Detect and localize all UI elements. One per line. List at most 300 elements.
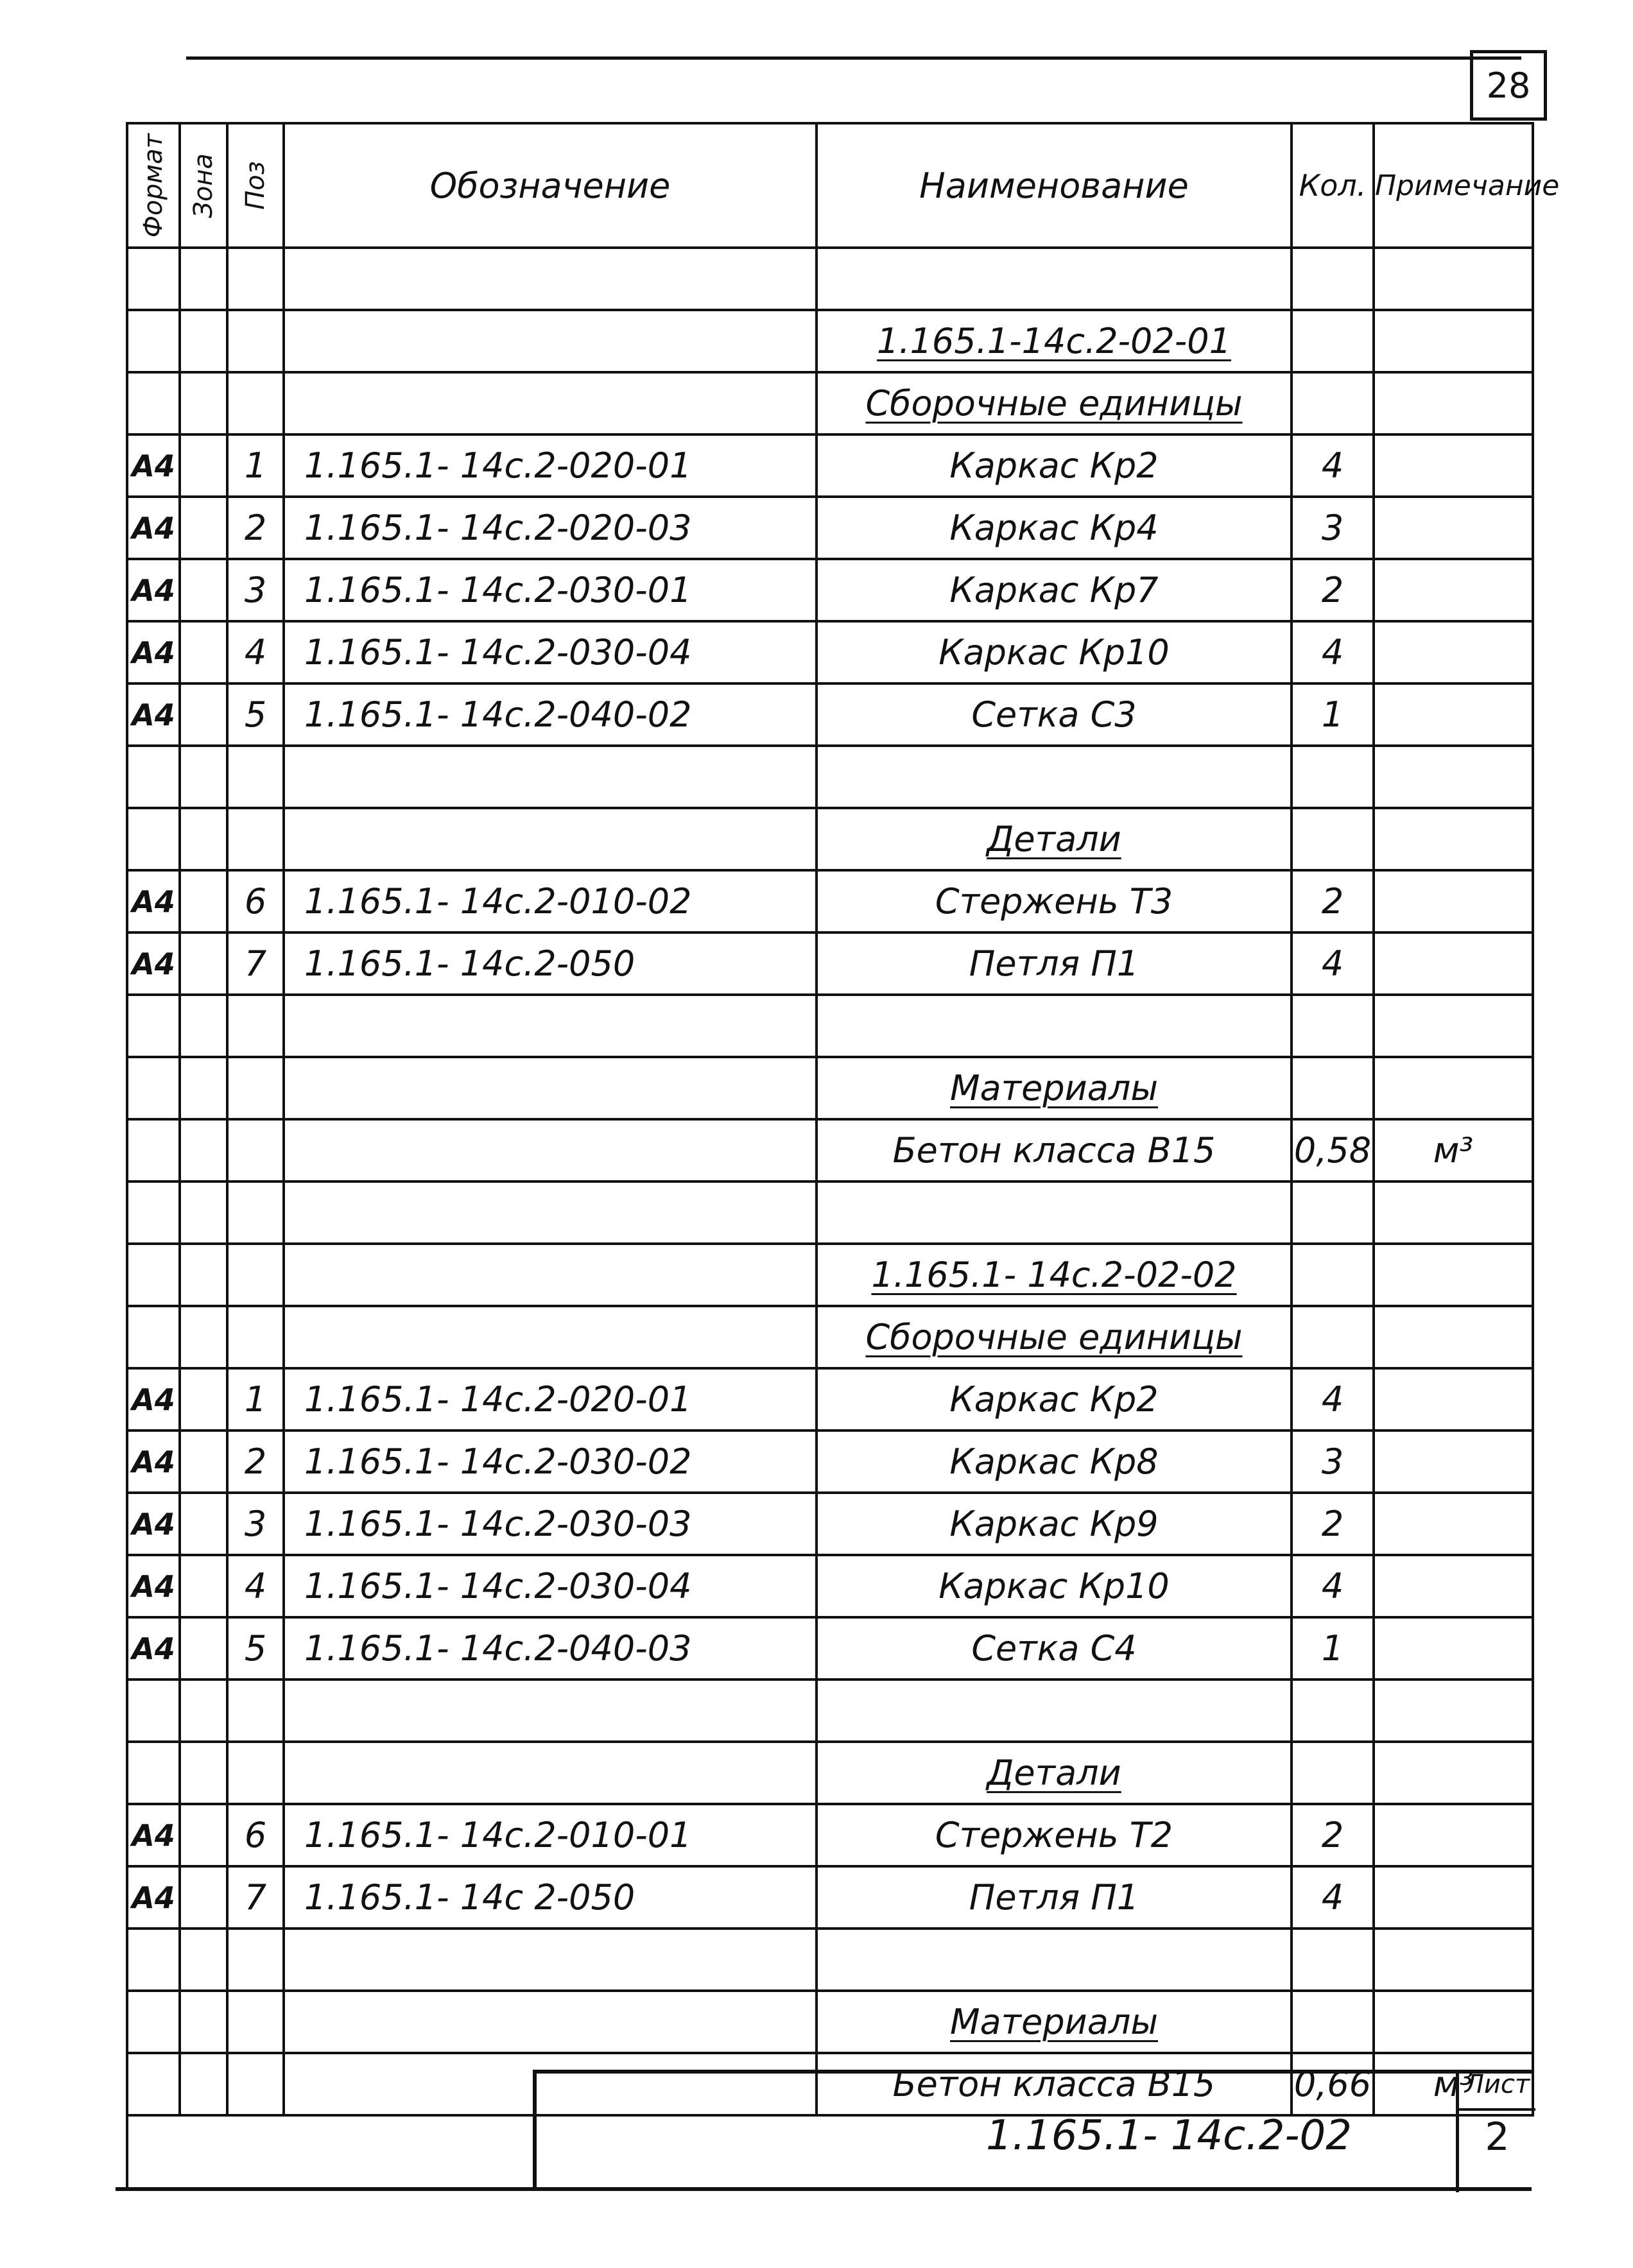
cell-note — [1374, 1368, 1533, 1430]
cell-zone — [180, 372, 227, 434]
cell-designation — [284, 1306, 816, 1368]
cell-position-text: 5 — [244, 1628, 267, 1669]
cell-position — [227, 1493, 284, 1555]
cell-position — [227, 1617, 284, 1680]
cell-note — [1374, 1991, 1533, 2053]
cell-position-text: 1 — [244, 445, 267, 486]
cell-name — [816, 310, 1292, 372]
cell-format-text: А4 — [132, 1568, 175, 1604]
cell-zone — [180, 310, 227, 372]
table-row — [127, 1119, 1533, 1181]
cell-position — [227, 1181, 284, 1244]
cell-quantity-text: 1 — [1321, 694, 1344, 735]
cell-format — [127, 2053, 180, 2115]
cell-zone — [180, 1306, 227, 1368]
cell-name-text: Каркас Кр2 — [949, 1379, 1159, 1420]
header-note: Примечание — [1374, 123, 1533, 248]
cell-position-text: 6 — [244, 881, 267, 922]
cell-name — [816, 1804, 1292, 1866]
cell-quantity — [1292, 995, 1374, 1057]
header-name: Наименование — [816, 123, 1292, 248]
cell-note-text: м³ — [1433, 1130, 1474, 1171]
cell-format-text: А4 — [132, 884, 175, 919]
table-row — [127, 621, 1533, 683]
cell-quantity — [1292, 746, 1374, 808]
header-row — [127, 123, 1533, 248]
cell-designation-text: 1.165.1- 14с.2-030-04 — [304, 1566, 692, 1606]
cell-quantity-text: 2 — [1321, 570, 1344, 610]
cell-position — [227, 1804, 284, 1866]
cell-name-text: Петля П1 — [969, 943, 1139, 984]
cell-zone — [180, 434, 227, 497]
cell-format — [127, 932, 180, 995]
cell-quantity — [1292, 1991, 1374, 2053]
cell-designation-text: 1.165.1- 14с.2-030-03 — [304, 1504, 692, 1544]
cell-designation — [284, 870, 816, 932]
cell-name-text: Каркас Кр4 — [949, 508, 1159, 548]
cell-note — [1374, 621, 1533, 683]
cell-format — [127, 1181, 180, 1244]
cell-quantity — [1292, 434, 1374, 497]
cell-zone — [180, 1368, 227, 1430]
cell-zone — [180, 808, 227, 870]
cell-designation — [284, 1057, 816, 1119]
table-row — [127, 1742, 1533, 1804]
cell-name-text: Сетка С4 — [971, 1628, 1137, 1669]
cell-quantity — [1292, 1680, 1374, 1742]
cell-name — [816, 372, 1292, 434]
document-code: 1.165.1- 14с.2-02 — [986, 2112, 1352, 2160]
header-zone: Зона — [180, 123, 227, 248]
cell-designation — [284, 372, 816, 434]
cell-quantity-text: 1 — [1321, 1628, 1344, 1669]
cell-note — [1374, 497, 1533, 559]
cell-zone — [180, 559, 227, 621]
cell-format — [127, 1493, 180, 1555]
cell-designation — [284, 932, 816, 995]
cell-quantity — [1292, 808, 1374, 870]
cell-name-text: Каркас Кр10 — [938, 1566, 1170, 1606]
cell-designation-text: 1.165.1- 14с.2-010-02 — [304, 881, 692, 922]
cell-position — [227, 248, 284, 310]
cell-position — [227, 310, 284, 372]
specification-table — [126, 122, 1560, 2117]
cell-name — [816, 1306, 1292, 1368]
cell-name — [816, 1057, 1292, 1119]
cell-format — [127, 1866, 180, 1929]
cell-position — [227, 1866, 284, 1929]
specification-body — [127, 248, 1533, 2115]
table-row — [127, 1181, 1533, 1244]
cell-zone — [180, 1742, 227, 1804]
cell-designation — [284, 248, 816, 310]
cell-name — [816, 621, 1292, 683]
cell-note — [1374, 683, 1533, 746]
cell-quantity — [1292, 1181, 1374, 1244]
cell-format-text: А4 — [132, 1880, 175, 1915]
table-row — [127, 1804, 1533, 1866]
table-row — [127, 1430, 1533, 1493]
cell-quantity-text: 3 — [1321, 1441, 1344, 1482]
cell-name-text: Сборочные единицы — [865, 383, 1243, 424]
cell-quantity-text: 4 — [1321, 632, 1344, 673]
cell-note-text: м³ — [1433, 2064, 1474, 2104]
cell-zone — [180, 248, 227, 310]
cell-quantity — [1292, 1929, 1374, 1991]
cell-designation — [284, 683, 816, 746]
specification-sheet — [126, 122, 1560, 2188]
cell-name-text: Материалы — [950, 1068, 1158, 1108]
cell-quantity-text: 2 — [1321, 1815, 1344, 1855]
cell-designation — [284, 1119, 816, 1181]
cell-name — [816, 1555, 1292, 1617]
cell-name — [816, 1680, 1292, 1742]
cell-position — [227, 372, 284, 434]
cell-position-text: 5 — [244, 694, 267, 735]
cell-designation-text: 1.165.1- 14с.2-020-03 — [304, 508, 692, 548]
cell-zone — [180, 1244, 227, 1306]
cell-note — [1374, 1680, 1533, 1742]
cell-name-text: Петля П1 — [969, 1877, 1139, 1918]
cell-quantity — [1292, 1244, 1374, 1306]
cell-position — [227, 1430, 284, 1493]
cell-designation-text: 1.165.1- 14с.2-040-03 — [304, 1628, 692, 1669]
cell-zone — [180, 1680, 227, 1742]
cell-quantity-text: 4 — [1321, 1566, 1344, 1606]
cell-zone — [180, 621, 227, 683]
cell-zone — [180, 1866, 227, 1929]
cell-zone — [180, 1181, 227, 1244]
cell-format — [127, 310, 180, 372]
cell-position-text: 6 — [244, 1815, 267, 1855]
cell-name — [816, 1244, 1292, 1306]
cell-designation — [284, 1368, 816, 1430]
cell-note — [1374, 1430, 1533, 1493]
cell-position — [227, 497, 284, 559]
cell-name-text: Бетон класса В15 — [892, 2064, 1216, 2104]
cell-name-text: Детали — [987, 1753, 1121, 1793]
table-row — [127, 683, 1533, 746]
cell-format-text: А4 — [132, 572, 175, 608]
cell-zone — [180, 932, 227, 995]
cell-note — [1374, 1555, 1533, 1617]
cell-quantity — [1292, 1742, 1374, 1804]
cell-zone — [180, 1555, 227, 1617]
table-row — [127, 746, 1533, 808]
cell-zone — [180, 497, 227, 559]
cell-quantity — [1292, 372, 1374, 434]
cell-name — [816, 1991, 1292, 2053]
table-row — [127, 1493, 1533, 1555]
cell-name-text: Детали — [987, 819, 1121, 859]
cell-format-text: А4 — [132, 1382, 175, 1417]
cell-zone — [180, 1929, 227, 1991]
table-row — [127, 310, 1533, 372]
cell-zone — [180, 1119, 227, 1181]
cell-designation — [284, 1555, 816, 1617]
cell-position-text: 3 — [244, 570, 267, 610]
table-row — [127, 1555, 1533, 1617]
cell-name-text: Материалы — [950, 2002, 1158, 2042]
cell-format-text: А4 — [132, 510, 175, 546]
cell-format — [127, 1929, 180, 1991]
cell-zone — [180, 1493, 227, 1555]
cell-format-text: А4 — [132, 1506, 175, 1542]
cell-quantity — [1292, 1119, 1374, 1181]
cell-quantity — [1292, 683, 1374, 746]
cell-position — [227, 1119, 284, 1181]
cell-position — [227, 1680, 284, 1742]
cell-format-text: А4 — [132, 697, 175, 732]
cell-note — [1374, 808, 1533, 870]
cell-name-text: Каркас Кр9 — [949, 1504, 1159, 1544]
page-number-text: 28 — [1486, 65, 1531, 106]
cell-designation — [284, 434, 816, 497]
table-row — [127, 1617, 1533, 1680]
cell-format — [127, 1368, 180, 1430]
cell-name-text: Каркас Кр7 — [949, 570, 1159, 610]
cell-name — [816, 1617, 1292, 1680]
cell-designation — [284, 1991, 816, 2053]
table-row — [127, 1244, 1533, 1306]
cell-position — [227, 2053, 284, 2115]
cell-name-text: Стержень Т3 — [935, 881, 1173, 922]
cell-format — [127, 746, 180, 808]
cell-name — [816, 746, 1292, 808]
cell-position-text: 2 — [244, 508, 267, 548]
cell-format — [127, 1617, 180, 1680]
table-row — [127, 1680, 1533, 1742]
cell-note — [1374, 1866, 1533, 1929]
sheet-number: 2 — [1485, 2115, 1510, 2160]
cell-position — [227, 1991, 284, 2053]
cell-format-text: А4 — [132, 1817, 175, 1853]
cell-name — [816, 932, 1292, 995]
cell-name — [816, 1493, 1292, 1555]
cell-designation — [284, 1617, 816, 1680]
cell-designation — [284, 995, 816, 1057]
cell-quantity-text: 2 — [1321, 881, 1344, 922]
cell-note — [1374, 1244, 1533, 1306]
cell-name-text: Каркас Кр10 — [938, 632, 1170, 673]
cell-quantity-text: 0,58 — [1293, 1130, 1372, 1171]
cell-position — [227, 870, 284, 932]
cell-designation — [284, 746, 816, 808]
cell-designation — [284, 1181, 816, 1244]
table-row — [127, 932, 1533, 995]
cell-name-text: 1.165.1- 14с.2-02-02 — [871, 1255, 1237, 1295]
cell-format-text: А4 — [132, 1444, 175, 1479]
cell-designation-text: 1.165.1- 14с.2-020-01 — [304, 445, 692, 486]
cell-position-text: 1 — [244, 1379, 267, 1420]
cell-designation-text: 1.165.1- 14с.2-020-01 — [304, 1379, 692, 1420]
table-row — [127, 1306, 1533, 1368]
cell-zone — [180, 870, 227, 932]
table-row — [127, 497, 1533, 559]
table-row — [127, 808, 1533, 870]
cell-quantity — [1292, 559, 1374, 621]
cell-position — [227, 683, 284, 746]
cell-position-text: 2 — [244, 1441, 267, 1482]
cell-designation — [284, 1244, 816, 1306]
cell-zone — [180, 1991, 227, 2053]
cell-format — [127, 1742, 180, 1804]
cell-position — [227, 995, 284, 1057]
cell-position — [227, 808, 284, 870]
cell-quantity-text: 0,66 — [1293, 2064, 1372, 2104]
cell-designation — [284, 497, 816, 559]
cell-position — [227, 559, 284, 621]
cell-zone — [180, 1804, 227, 1866]
cell-format — [127, 248, 180, 310]
top-rule — [186, 56, 1521, 60]
cell-name — [816, 1929, 1292, 1991]
cell-note — [1374, 1119, 1533, 1181]
cell-designation-text: 1.165.1- 14с.2-030-04 — [304, 632, 692, 673]
cell-name — [816, 683, 1292, 746]
cell-quantity — [1292, 621, 1374, 683]
table-row — [127, 1368, 1533, 1430]
cell-designation — [284, 1430, 816, 1493]
cell-position — [227, 1742, 284, 1804]
cell-format — [127, 1555, 180, 1617]
cell-position-text: 4 — [244, 632, 267, 673]
cell-zone — [180, 995, 227, 1057]
cell-designation-text: 1.165.1- 14с.2-030-02 — [304, 1441, 692, 1482]
cell-designation — [284, 559, 816, 621]
cell-note — [1374, 870, 1533, 932]
cell-note — [1374, 248, 1533, 310]
cell-designation-text: 1.165.1- 14с 2-050 — [304, 1877, 635, 1918]
cell-name-text: Сетка С3 — [971, 694, 1137, 735]
table-row — [127, 559, 1533, 621]
cell-position — [227, 434, 284, 497]
sheet-number-box — [1456, 2070, 1535, 2192]
cell-note — [1374, 1057, 1533, 1119]
cell-note — [1374, 1181, 1533, 1244]
title-block — [533, 2070, 1532, 2188]
cell-quantity — [1292, 870, 1374, 932]
frame-left-edge — [126, 2070, 128, 2188]
cell-designation — [284, 621, 816, 683]
table-row — [127, 372, 1533, 434]
cell-name-text: 1.165.1-14с.2-02-01 — [877, 321, 1231, 361]
cell-position — [227, 1057, 284, 1119]
cell-name-text: Сборочные единицы — [865, 1317, 1243, 1357]
cell-position — [227, 1306, 284, 1368]
table-row — [127, 1866, 1533, 1929]
cell-designation-text: 1.165.1- 14с.2-040-02 — [304, 694, 692, 735]
cell-position-text: 3 — [244, 1504, 267, 1544]
cell-format — [127, 1119, 180, 1181]
cell-designation-text: 1.165.1- 14с.2-050 — [304, 943, 635, 984]
cell-format-text: А4 — [132, 448, 175, 483]
cell-format — [127, 1680, 180, 1742]
cell-name — [816, 1430, 1292, 1493]
cell-format — [127, 683, 180, 746]
cell-zone — [180, 1057, 227, 1119]
cell-format — [127, 808, 180, 870]
cell-zone — [180, 746, 227, 808]
cell-note — [1374, 1929, 1533, 1991]
cell-format-text: А4 — [132, 635, 175, 670]
cell-quantity — [1292, 1617, 1374, 1680]
cell-name — [816, 1866, 1292, 1929]
cell-format — [127, 559, 180, 621]
cell-note — [1374, 932, 1533, 995]
cell-designation — [284, 1929, 816, 1991]
cell-zone — [180, 683, 227, 746]
cell-format — [127, 995, 180, 1057]
cell-designation — [284, 310, 816, 372]
cell-position-text: 7 — [244, 943, 267, 984]
cell-name-text: Каркас Кр2 — [949, 445, 1159, 486]
table-row — [127, 248, 1533, 310]
cell-quantity — [1292, 1493, 1374, 1555]
cell-designation-text: 1.165.1- 14с.2-030-01 — [304, 570, 692, 610]
bottom-rule — [116, 2187, 1532, 2191]
cell-position-text: 4 — [244, 1566, 267, 1606]
cell-note — [1374, 746, 1533, 808]
cell-quantity-text: 2 — [1321, 1504, 1344, 1544]
cell-quantity-text: 4 — [1321, 943, 1344, 984]
cell-name — [816, 1368, 1292, 1430]
table-row — [127, 434, 1533, 497]
page-number — [1470, 50, 1547, 121]
cell-quantity-text: 3 — [1321, 508, 1344, 548]
cell-name — [816, 434, 1292, 497]
cell-quantity-text: 4 — [1321, 1877, 1344, 1918]
cell-quantity — [1292, 932, 1374, 995]
cell-note — [1374, 1742, 1533, 1804]
cell-format — [127, 1244, 180, 1306]
cell-note — [1374, 559, 1533, 621]
cell-name — [816, 1119, 1292, 1181]
cell-quantity — [1292, 248, 1374, 310]
cell-name-text: Стержень Т2 — [935, 1815, 1173, 1855]
cell-quantity — [1292, 1368, 1374, 1430]
cell-position — [227, 1929, 284, 1991]
cell-quantity — [1292, 1430, 1374, 1493]
cell-format — [127, 1804, 180, 1866]
header-qty: Кол. — [1292, 123, 1374, 248]
cell-zone — [180, 2053, 227, 2115]
cell-quantity-text: 4 — [1321, 445, 1344, 486]
header-pos: Поз — [227, 123, 284, 248]
cell-quantity — [1292, 1804, 1374, 1866]
cell-format-text: А4 — [132, 946, 175, 981]
cell-note — [1374, 995, 1533, 1057]
cell-format — [127, 621, 180, 683]
cell-position-text: 7 — [244, 1877, 267, 1918]
cell-designation — [284, 1680, 816, 1742]
cell-format — [127, 1057, 180, 1119]
header-designation: Обозначение — [284, 123, 816, 248]
table-row — [127, 1057, 1533, 1119]
cell-designation — [284, 1804, 816, 1866]
cell-name — [816, 248, 1292, 310]
cell-name-text: Бетон класса В15 — [892, 1130, 1216, 1171]
cell-quantity — [1292, 1866, 1374, 1929]
cell-position — [227, 932, 284, 995]
cell-note — [1374, 1306, 1533, 1368]
cell-designation-text: 1.165.1- 14с.2-010-01 — [304, 1815, 692, 1855]
cell-designation — [284, 1742, 816, 1804]
cell-quantity — [1292, 1555, 1374, 1617]
table-row — [127, 870, 1533, 932]
table-row — [127, 995, 1533, 1057]
cell-zone — [180, 1430, 227, 1493]
